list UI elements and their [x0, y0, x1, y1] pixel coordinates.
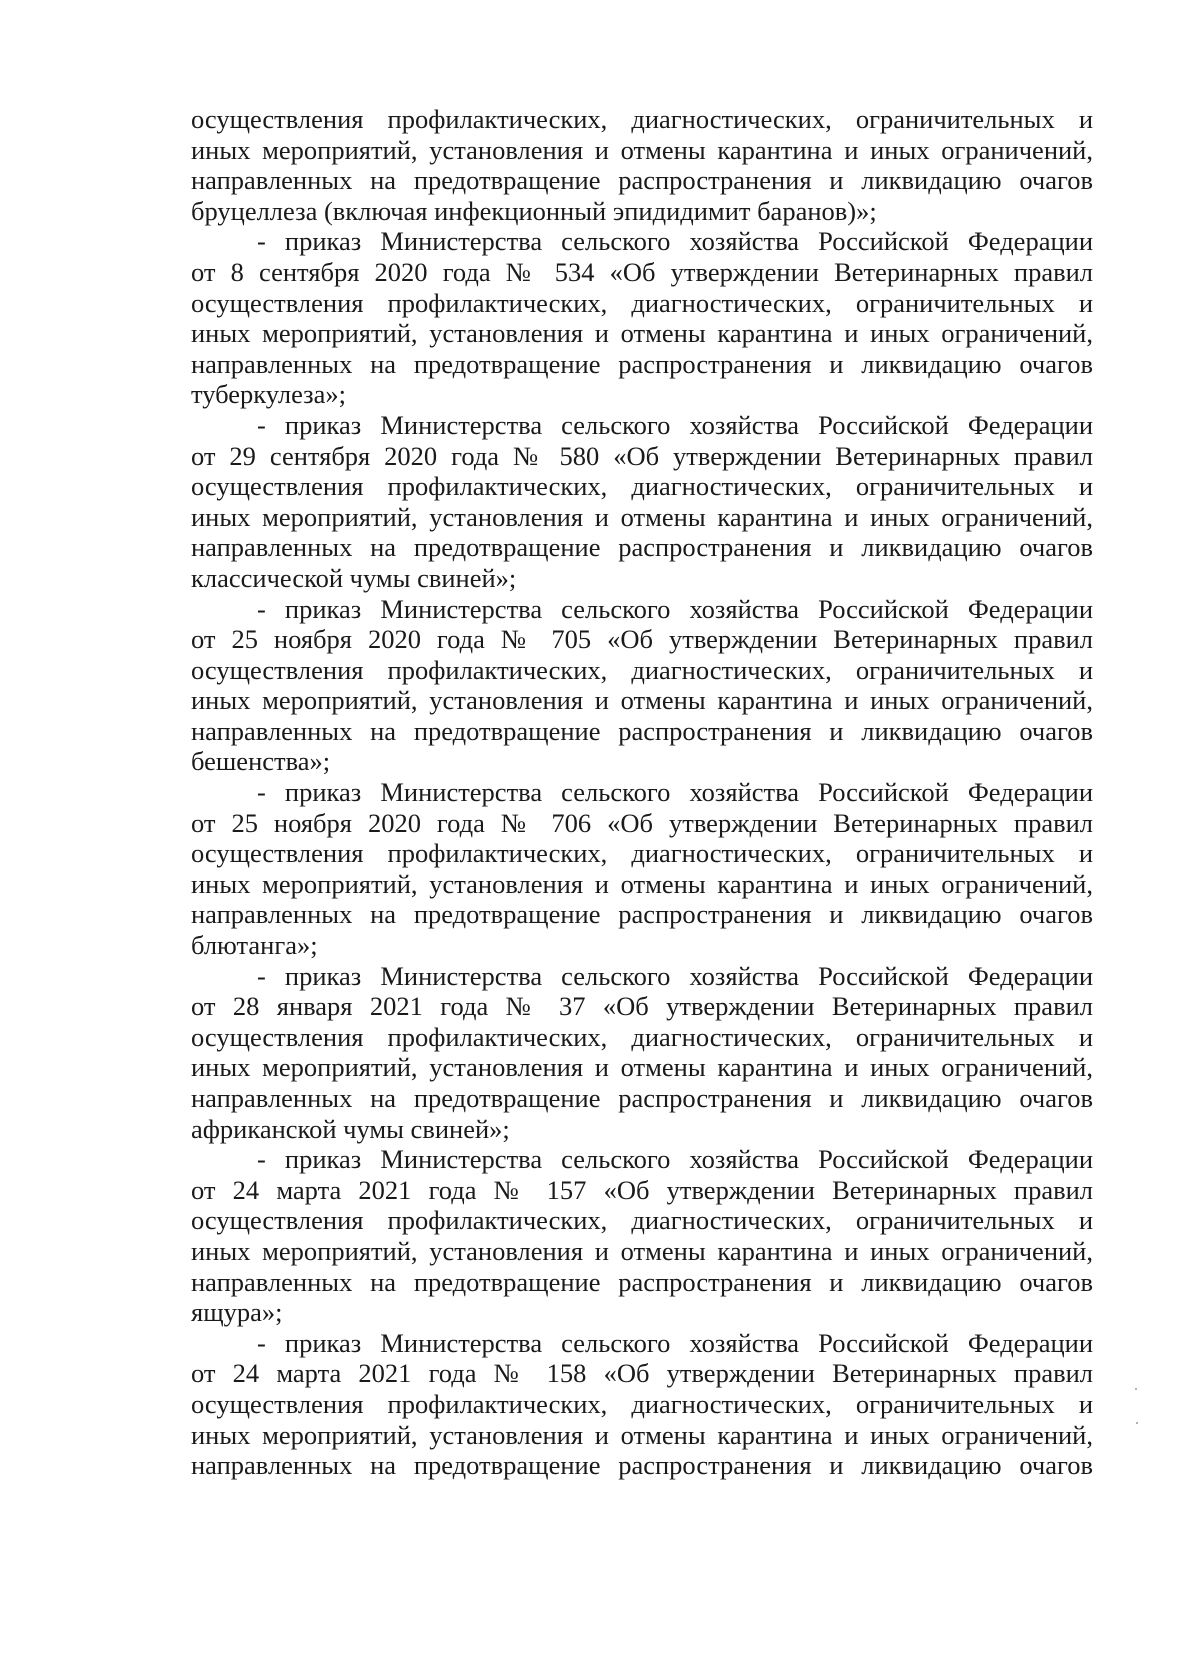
text-line: от 28 января 2021 года № 37 «Об утверждении Ветеринарных правил [191, 991, 1093, 1022]
text-line: от 29 сентября 2020 года № 580 «Об утверждении Ветеринарных правил [191, 440, 1093, 471]
text-line: классической чумы свиней»; [191, 562, 517, 593]
document-body [191, 104, 1093, 1481]
text-line: иных мероприятий, установления и отмены карантина и иных ограничений, [191, 134, 1093, 165]
text-line: ящура»; [191, 1297, 283, 1328]
text-line: блютанга»; [191, 930, 318, 961]
text-line: от 25 ноября 2020 года № 705 «Об утверждении Ветеринарных правил [191, 624, 1093, 655]
paragraph-first-line: - приказ Министерства сельского хозяйства Российской Федерации [257, 1144, 1093, 1175]
text-line: направленных на предотвращение распространения и ликвидацию очагов [191, 1266, 1093, 1297]
paragraph-first-line: - приказ Министерства сельского хозяйства Российской Федерации [257, 226, 1093, 257]
text-line: осуществления профилактических, диагностических, ограничительных и [191, 471, 1093, 502]
text-line: от 25 ноября 2020 года № 706 «Об утверждении Ветеринарных правил [191, 807, 1093, 838]
text-line: иных мероприятий, установления и отмены карантина и иных ограничений, [191, 685, 1093, 716]
text-line: иных мероприятий, установления и отмены карантина и иных ограничений, [191, 1235, 1093, 1266]
paragraph-first-line: - приказ Министерства сельского хозяйства Российской Федерации [257, 960, 1093, 991]
text-line: иных мероприятий, установления и отмены карантина и иных ограничений, [191, 1052, 1093, 1083]
scan-speck [1136, 1422, 1138, 1424]
text-line: иных мероприятий, установления и отмены карантина и иных ограничений, [191, 1419, 1093, 1450]
text-line: иных мероприятий, установления и отмены карантина и иных ограничений, [191, 868, 1093, 899]
paragraph-first-line: - приказ Министерства сельского хозяйства Российской Федерации [257, 593, 1093, 624]
text-line: направленных на предотвращение распространения и ликвидацию очагов [191, 532, 1093, 563]
text-line: африканской чумы свиней»; [191, 1113, 510, 1144]
text-line: направленных на предотвращение распространения и ликвидацию очагов [191, 165, 1093, 196]
text-line: осуществления профилактических, диагностических, ограничительных и [191, 838, 1093, 869]
text-line: осуществления профилактических, диагностических, ограничительных и [191, 1388, 1093, 1419]
text-line: направленных на предотвращение распространения и ликвидацию очагов [191, 1450, 1093, 1481]
scan-speck [1135, 1388, 1137, 1390]
text-line: направленных на предотвращение распространения и ликвидацию очагов [191, 348, 1093, 379]
paragraph-first-line: - приказ Министерства сельского хозяйства Российской Федерации [257, 1327, 1093, 1358]
text-line: бруцеллеза (включая инфекционный эпидидимит баранов)»; [191, 195, 877, 226]
paragraph-first-line: - приказ Министерства сельского хозяйства Российской Федерации [257, 777, 1093, 808]
text-line: осуществления профилактических, диагностических, ограничительных и [191, 1021, 1093, 1052]
text-line: бешенства»; [191, 746, 331, 777]
text-line: от 8 сентября 2020 года № 534 «Об утверждении Ветеринарных правил [191, 256, 1093, 287]
text-line: направленных на предотвращение распространения и ликвидацию очагов [191, 1083, 1093, 1113]
text-line: осуществления профилактических, диагностических, ограничительных и [191, 287, 1093, 318]
text-line: осуществления профилактических, диагностических, ограничительных и [191, 104, 1093, 134]
text-line: туберкулеза»; [191, 379, 347, 410]
text-line: направленных на предотвращение распространения и ликвидацию очагов [191, 715, 1093, 746]
text-line: иных мероприятий, установления и отмены карантина и иных ограничений, [191, 501, 1093, 532]
paragraph-first-line: - приказ Министерства сельского хозяйства Российской Федерации [257, 409, 1093, 440]
text-line: иных мероприятий, установления и отмены карантина и иных ограничений, [191, 318, 1093, 349]
text-line: осуществления профилактических, диагностических, ограничительных и [191, 1205, 1093, 1236]
text-line: от 24 марта 2021 года № 158 «Об утверждении Ветеринарных правил [191, 1358, 1093, 1389]
text-line: осуществления профилактических, диагностических, ограничительных и [191, 654, 1093, 685]
text-line: направленных на предотвращение распространения и ликвидацию очагов [191, 899, 1093, 930]
text-line: от 24 марта 2021 года № 157 «Об утверждении Ветеринарных правил [191, 1174, 1093, 1205]
